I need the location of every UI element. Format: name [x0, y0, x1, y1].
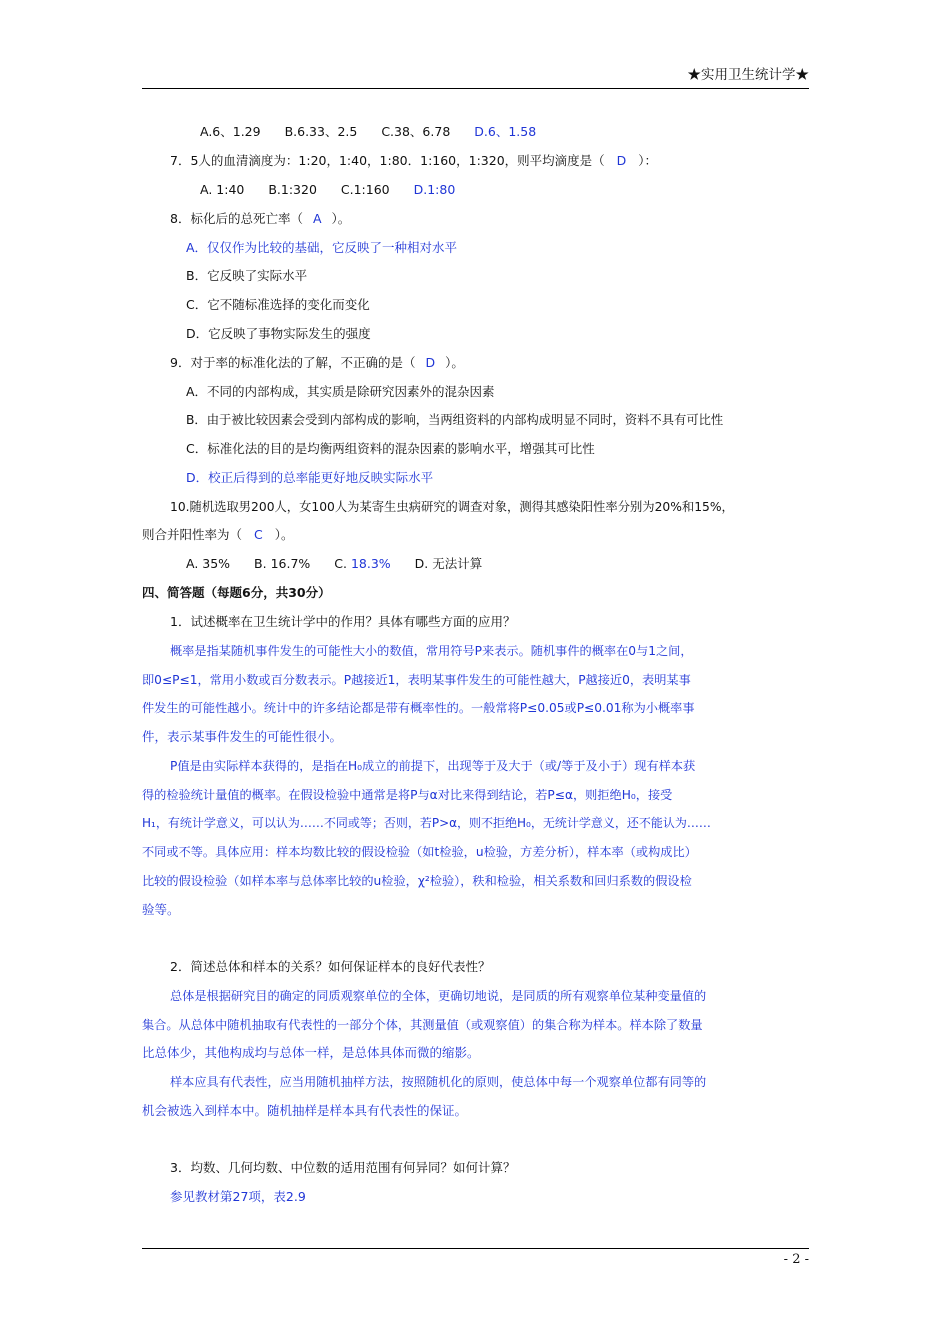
q10-stem-line1: 10.随机选取男200人，女100人为某寄生虫病研究的调查对象，测得其感染阳性率分别为20%和15%， — [170, 500, 734, 514]
sq1-answer-line: 比较的假设检验（如样本率与总体率比较的u检验，χ²检验），秩和检验，相关系数和回归系数的假设检 — [142, 874, 692, 888]
q10-answer: C — [254, 527, 263, 542]
q9-stem — [142, 353, 809, 373]
q9-option-d: D．校正后得到的总率能更好地反映实际水平 — [186, 470, 434, 485]
q6-option-b: B.6.33、2.5 — [284, 124, 358, 139]
q9-option-b: B．由于被比较因素会受到内部构成的影响，当两组资料的内部构成明显不同时，资料不具有可比性 — [186, 413, 724, 427]
q6-option-c: C.38、6.78 — [381, 124, 451, 139]
sq3-question: 3．均数、几何均数、中位数的适用范围有何异同？如何计算？ — [170, 1160, 516, 1175]
q6-options — [142, 122, 809, 142]
section-title: 四、简答题（每题6分，共30分） — [142, 585, 331, 600]
sq1-answer-line: 即0≤P≤1，常用小数或百分数表示。P越接近1，表明某事件发生的可能性越大，P越接近0，表明某事 — [142, 673, 691, 687]
sq1-answer-line: 件发生的可能性越小。统计中的许多结论都是带有概率性的。一般常将P≤0.05或P≤0.01称为小概率事 — [142, 701, 695, 715]
q9-option-a: A．不同的内部构成，其实质是除研究因素外的混杂因素 — [186, 384, 495, 399]
sq3-answer: 参见教材第27项，表2.9 — [170, 1189, 306, 1204]
q7-stem-after: ）： — [638, 153, 658, 168]
q10-option-c-value: 18.3% — [350, 556, 391, 571]
q10-option-c — [334, 554, 390, 574]
q7-answer: D — [616, 153, 627, 168]
q7-option-b: B.1:320 — [268, 182, 317, 197]
q10-stem-before: 则合并阳性率为（ — [142, 527, 243, 542]
sq1-answer-line: 件，表示某事件发生的可能性很小。 — [142, 729, 343, 744]
q8-option-b: B．它反映了实际水平 — [186, 268, 308, 283]
q10-option-c-label: C. — [334, 556, 347, 571]
footer-rule — [142, 1248, 809, 1249]
q10-options — [142, 554, 809, 574]
q7-stem-before: 7．5人的血清滴度为：1:20，1:40，1:80．1:160，1:320，则平均滴度是（ — [170, 153, 605, 168]
running-header — [142, 62, 809, 89]
q8-option-a: A．仅仅作为比较的基础，它反映了一种相对水平 — [186, 240, 458, 255]
q9-answer: D — [425, 355, 436, 370]
sq2-answer-line: 机会被选入到样本中。随机抽样是样本具有代表性的保证。 — [142, 1103, 468, 1118]
q8-answer: A — [312, 211, 322, 226]
q7-option-c: C.1:160 — [340, 182, 390, 197]
q8-stem-after: ）。 — [331, 211, 351, 226]
q8-option-c: C．它不随标准选择的变化而变化 — [186, 297, 370, 312]
q10-stem-after: ）。 — [274, 527, 294, 542]
sq1-question: 1．试述概率在卫生统计学中的作用？具体有哪些方面的应用？ — [170, 614, 516, 629]
q7-options — [142, 180, 809, 200]
q7-option-d: D.1:80 — [413, 182, 456, 197]
q7-option-a: A. 1:40 — [200, 182, 245, 197]
sq1-answer-line: P值是由实际样本获得的，是指在H₀成立的前提下，出现等于及大于（或/等于及小于）现有样本获 — [170, 759, 696, 773]
page-number: - 2 - — [783, 1252, 809, 1267]
q6-option-a: A.6、1.29 — [200, 124, 261, 139]
q9-option-c: C．标准化法的目的是均衡两组资料的混杂因素的影响水平，增强其可比性 — [186, 441, 595, 456]
sq1-answer-line: 不同或不等。具体应用：样本均数比较的假设检验（如t检验，u检验，方差分析），样本率（或构成比） — [142, 845, 697, 859]
q9-stem-before: 9．对于率的标准化法的了解，不正确的是（ — [170, 355, 416, 370]
q9-stem-after: ）。 — [445, 355, 464, 370]
sq1-answer-line: 概率是指某随机事件发生的可能性大小的数值，常用符号P来表示。随机事件的概率在0与1之间， — [170, 644, 693, 658]
sq2-answer-line: 比总体少，其他构成均与总体一样，是总体具体而微的缩影。 — [142, 1045, 480, 1060]
sq2-answer-line: 集合。从总体中随机抽取有代表性的一部分个体，其测量值（或观察值）的集合称为样本。样本除了数量 — [142, 1018, 703, 1032]
q10-stem-line2 — [142, 525, 809, 545]
q8-stem — [142, 209, 809, 229]
q8-option-d: D．它反映了事物实际发生的强度 — [186, 326, 371, 341]
sq1-answer-line: 验等。 — [142, 902, 180, 917]
sq2-question: 2．简述总体和样本的关系？如何保证样本的良好代表性？ — [170, 959, 491, 974]
q10-option-a: A. 35% — [186, 556, 231, 571]
sq2-answer-line: 样本应具有代表性，应当用随机抽样方法，按照随机化的原则，使总体中每一个观察单位都有同等的 — [170, 1075, 707, 1089]
q10-option-b: B. 16.7% — [254, 556, 311, 571]
header-title: ★实用卫生统计学★ — [687, 67, 809, 83]
q7-stem — [142, 151, 809, 171]
sq1-answer-line: 得的检验统计量值的概率。在假设检验中通常是将P与α对比来得到结论，若P≤α，则拒绝H₀，接受 — [142, 788, 673, 802]
q10-option-d: D. 无法计算 — [414, 556, 483, 571]
q8-stem-before: 8．标化后的总死亡率（ — [170, 211, 303, 226]
sq2-answer-line: 总体是根据研究目的确定的同质观察单位的全体，更确切地说，是同质的所有观察单位某种变量值的 — [170, 989, 707, 1003]
q6-option-d: D.6、1.58 — [474, 124, 537, 139]
sq1-answer-line: H₁，有统计学意义，可以认为……不同或等；否则，若P>α，则不拒绝H₀，无统计学意义，还不能认为…… — [142, 816, 711, 830]
